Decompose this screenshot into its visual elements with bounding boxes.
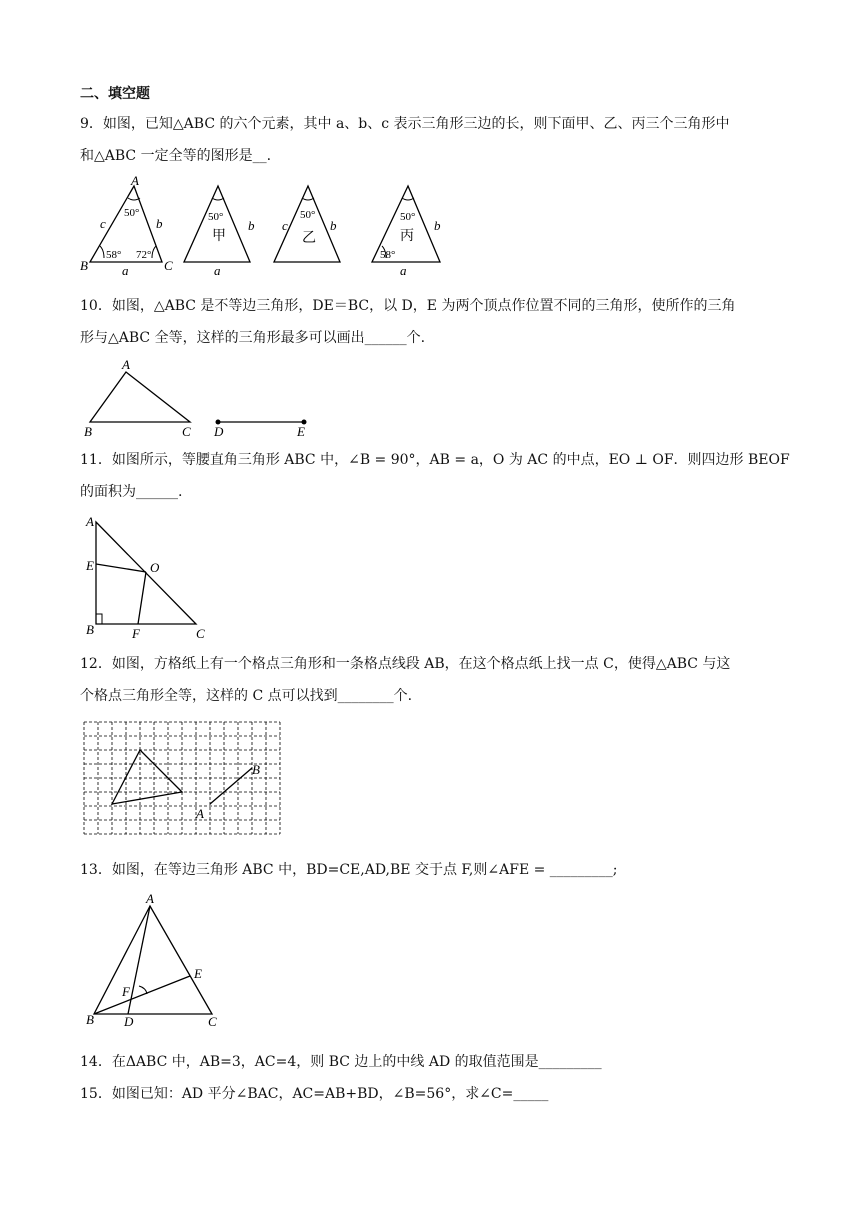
q13-segment-be bbox=[94, 976, 190, 1014]
q13-label-E: E bbox=[194, 966, 202, 981]
q14-text-line1: 14．在ΔABC 中，AB=3，AC=4，则 BC 边上的中线 AD 的取值范围是_________ bbox=[80, 1054, 602, 1070]
q9-text-line2: 和△ABC 一定全等的图形是__. bbox=[80, 148, 272, 164]
q13-label-A: A bbox=[146, 892, 154, 906]
q11-label-E: E bbox=[86, 558, 94, 573]
q9-text-line1: 9．如图，已知△ABC 的六个元素，其中 a、b、c 表示三角形三边的长，则下面甲、乙、丙三个三角形中 bbox=[80, 116, 730, 132]
q9-label-b: b bbox=[156, 216, 163, 231]
q10-label-C: C bbox=[182, 424, 191, 439]
q9-jia-label: 甲 bbox=[212, 229, 226, 244]
q11-segment-of bbox=[138, 572, 146, 624]
q12-label-A: A bbox=[196, 806, 204, 821]
q12-text-line1: 12．如图，方格纸上有一个格点三角形和一条格点线段 AB，在这个格点纸上找一点 C，使得△ABC 与这 bbox=[80, 656, 731, 672]
q12-segment-ab bbox=[210, 768, 252, 804]
q9-yi-label-b: b bbox=[330, 218, 337, 233]
q13-label-D: D bbox=[124, 1014, 134, 1026]
q10-label-D: D bbox=[214, 424, 224, 439]
q10-label-E: E bbox=[297, 424, 305, 439]
q9-figure bbox=[78, 174, 458, 278]
q11-text-line1: 11．如图所示，等腰直角三角形 ABC 中，∠B = 90°，AB = a，O 为 AC 的中点，EO ⊥ OF．则四边形 BEOF bbox=[80, 452, 790, 468]
q9-triangle-jia bbox=[184, 186, 250, 262]
q10-label-A: A bbox=[122, 357, 130, 372]
q13-triangle-abc bbox=[94, 906, 212, 1014]
q13-figure bbox=[82, 892, 232, 1026]
q12-lattice-triangle bbox=[112, 750, 182, 804]
q11-label-B: B bbox=[86, 622, 94, 637]
q9-jia-label-b: b bbox=[248, 218, 255, 233]
q9-bing-label-b: b bbox=[434, 218, 441, 233]
q10-figure bbox=[78, 356, 338, 442]
q9-jia-label-a: a bbox=[214, 263, 221, 278]
q9-bing-label: 丙 bbox=[400, 229, 414, 244]
section-title: 二、填空题 bbox=[80, 86, 150, 102]
q10-text-line1: 10．如图，△ABC 是不等边三角形，DE＝BC，以 D，E 为两个顶点作位置不同的三角形，使所作的三角 bbox=[80, 298, 736, 314]
q13-segment-ad bbox=[128, 906, 150, 1014]
q15-text-line1: 15．如图已知：AD 平分∠BAC，AC=AB+BD，∠B=56°，求∠C=_____ bbox=[80, 1086, 549, 1102]
q10-text-line2: 形与△ABC 全等，这样的三角形最多可以画出______个. bbox=[80, 330, 426, 346]
q9-bing-angle-58: 58° bbox=[380, 249, 396, 261]
q9-label-A: A bbox=[131, 174, 139, 188]
q9-label-a: a bbox=[122, 263, 129, 278]
q9-label-c: c bbox=[100, 216, 106, 231]
q11-label-F: F bbox=[132, 626, 140, 641]
q10-label-B: B bbox=[84, 424, 92, 439]
q11-figure bbox=[80, 512, 220, 642]
q12-grid-figure bbox=[80, 720, 284, 838]
q10-triangle-abc bbox=[90, 372, 190, 422]
q9-bing-angle-50: 50° bbox=[400, 211, 416, 223]
q11-label-A: A bbox=[86, 514, 94, 529]
q9-jia-angle-50: 50° bbox=[208, 211, 224, 223]
q9-label-B: B bbox=[80, 258, 88, 273]
q13-label-B: B bbox=[86, 1012, 94, 1026]
q13-label-C: C bbox=[208, 1014, 217, 1026]
q12-label-B: B bbox=[252, 762, 260, 777]
q13-text-line1: 13．如图，在等边三角形 ABC 中，BD=CE,AD,BE 交于点 F,则∠AFE = _________; bbox=[80, 862, 618, 878]
q9-angle-72: 72° bbox=[136, 249, 152, 261]
q9-angle-58: 58° bbox=[106, 249, 122, 261]
q9-yi-label-c: c bbox=[282, 218, 288, 233]
q11-text-line2: 的面积为______. bbox=[80, 484, 183, 500]
q9-label-C: C bbox=[164, 258, 173, 273]
q9-yi-label: 乙 bbox=[302, 231, 316, 246]
q11-label-O: O bbox=[150, 560, 160, 575]
q12-grid bbox=[84, 722, 280, 834]
q9-bing-label-a: a bbox=[400, 263, 407, 278]
q9-angle-50: 50° bbox=[124, 207, 140, 219]
q12-text-line2: 个格点三角形全等，这样的 C 点可以找到________个. bbox=[80, 688, 413, 704]
q11-label-C: C bbox=[196, 626, 205, 641]
q9-yi-angle-50: 50° bbox=[300, 209, 316, 221]
q13-label-F: F bbox=[122, 984, 130, 999]
